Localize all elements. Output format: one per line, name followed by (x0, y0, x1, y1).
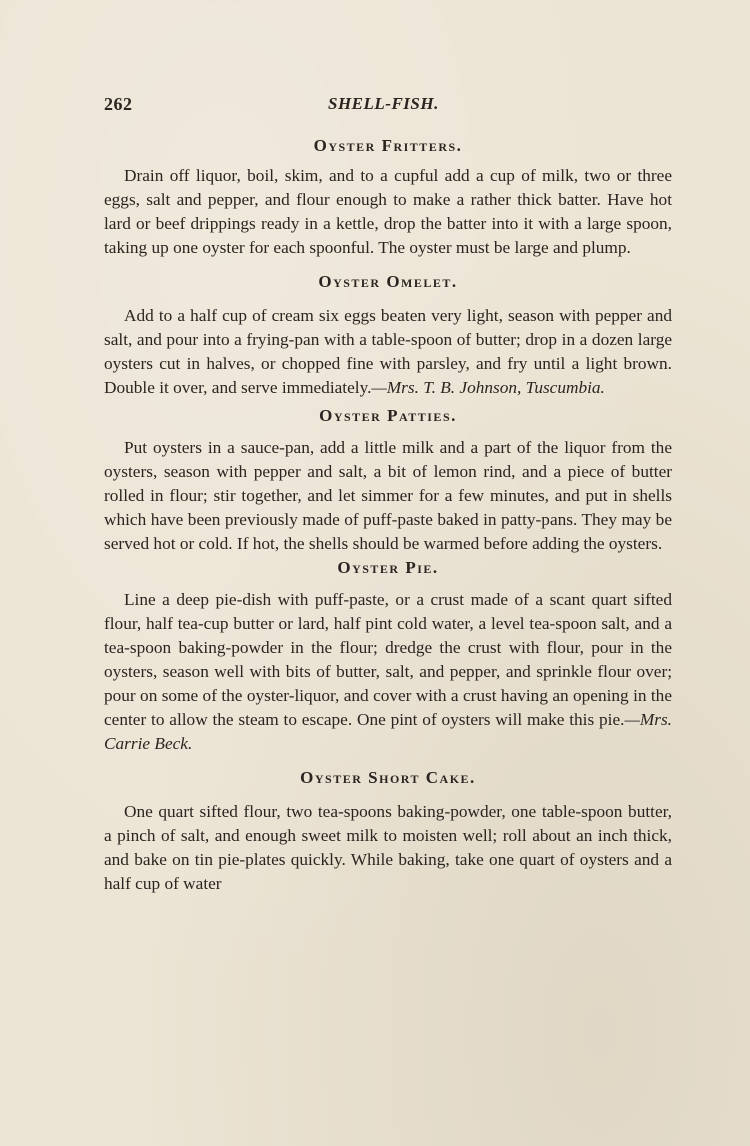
recipe-oyster-omelet (104, 270, 672, 400)
recipe-oyster-pie (104, 556, 672, 756)
running-head: SHELL-FISH. (328, 94, 439, 113)
recipe-title: Oyster Omelet. (318, 272, 458, 291)
recipe-oyster-fritters (104, 134, 672, 260)
recipe-text (104, 436, 672, 556)
recipe-oyster-patties (104, 404, 672, 556)
recipe-title: Oyster Pie. (337, 558, 439, 577)
recipe-body: Add to a half cup of cream six eggs beaten very light, season with pepper and salt, and pour into a frying-pan with a table-spoon of butter; drop in a dozen large oysters cut in halves, or chopped fine with parsley, and fry until a light brown. Double it over, and serve immediately. (104, 306, 672, 397)
recipe-credit: —Mrs. Carrie Beck. (104, 710, 672, 753)
recipe-body: Put oysters in a sauce-pan, add a little milk and a part of the liquor from the oysters, season with pepper and salt, a bit of lemon rind, and a piece of butter rolled in flour; stir together, and let simmer for a few minutes, and put in shells which have been previously made of puff-paste baked in patty-pans. They may be served hot or cold. If hot, the shells should be warmed before adding the oysters. (104, 438, 672, 553)
page-body (104, 134, 672, 896)
recipe-text (104, 164, 672, 260)
recipe-credit: —Mrs. T. B. Johnson, Tuscumbia. (371, 378, 605, 397)
recipe-title: Oyster Short Cake. (300, 768, 476, 787)
page-number: 262 (104, 94, 133, 114)
recipe-text (104, 588, 672, 756)
recipe-text (104, 800, 672, 896)
recipe-title: Oyster Fritters. (313, 136, 463, 155)
recipe-body: One quart sifted flour, two tea-spoons baking-powder, one table-spoon butter, a pinch of salt, and enough sweet milk to moisten well; roll about an inch thick, and bake on tin pie-plates quickly. While baking, take one quart of oysters and a half cup of water (104, 802, 672, 893)
recipe-body: Line a deep pie-dish with puff-paste, or a crust made of a scant quart sifted flour, half tea-cup butter or lard, half pint cold water, a level tea-spoon salt, and a tea-spoon baking-powder in the flour; dredge the crust with flour, pour in the oysters, season well with bits of butter, salt, and pepper, and sprinkle flour over; pour on some of the oyster-liquor, and cover with a crust having an opening in the center to allow the steam to escape. One pint of oysters will make this pie. (104, 590, 672, 729)
recipe-oyster-short-cake (104, 766, 672, 896)
recipe-body: Drain off liquor, boil, skim, and to a cupful add a cup of milk, two or three eggs, salt and pepper, and flour enough to make a rather thick batter. Have hot lard or beef drippings ready in a kettle, drop the batter into it with a large spoon, taking up one oyster for each spoonful. The oyster must be large and plump. (104, 166, 672, 257)
recipe-text (104, 304, 672, 400)
page-header (104, 94, 672, 118)
recipe-title: Oyster Patties. (319, 406, 457, 425)
